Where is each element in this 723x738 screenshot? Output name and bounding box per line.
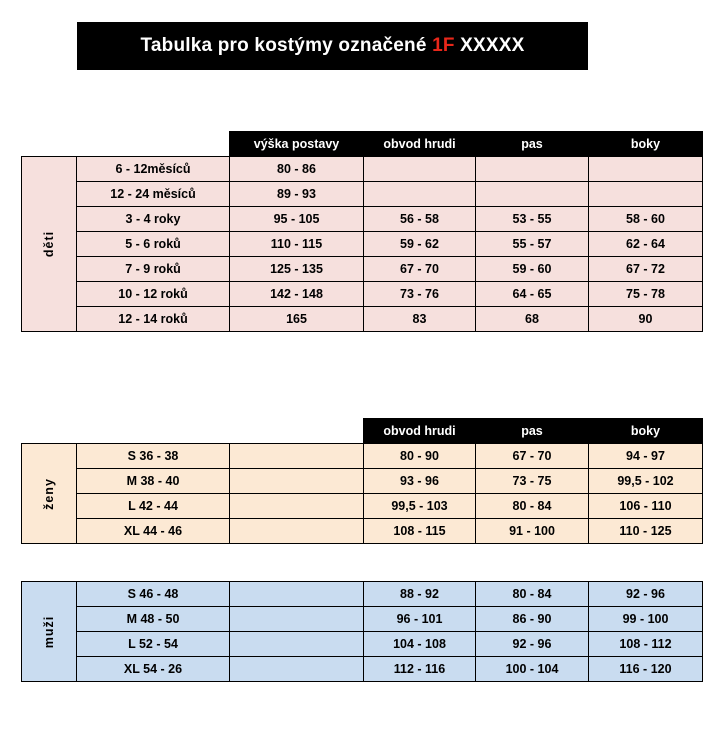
kids-cell-3-1: 59 - 62 [364, 232, 476, 257]
women-cell-2-0: 99,5 - 103 [364, 494, 476, 519]
kids-cell-5-3: 75 - 78 [589, 282, 703, 307]
men-row-label-2: L 52 - 54 [77, 632, 230, 657]
women-col-header-2: boky [589, 419, 703, 444]
table-row [22, 657, 703, 682]
women-row-label-2: L 42 - 44 [77, 494, 230, 519]
page-title-highlight: 1F [432, 35, 455, 56]
men-cell-0-1: 80 - 84 [476, 582, 589, 607]
women-row-label-3: XL 44 - 46 [77, 519, 230, 544]
table-row [22, 207, 703, 232]
men-cell-3-0: 112 - 116 [364, 657, 476, 682]
men-row-label-1: M 48 - 50 [77, 607, 230, 632]
men-cell-2-2: 108 - 112 [589, 632, 703, 657]
men-side-label: muži [22, 582, 77, 682]
table-row [22, 232, 703, 257]
men-cell-3-empty [230, 657, 364, 682]
men-cell-2-empty [230, 632, 364, 657]
men-cell-1-empty [230, 607, 364, 632]
women-cell-1-0: 93 - 96 [364, 469, 476, 494]
men-cell-0-2: 92 - 96 [589, 582, 703, 607]
women-cell-3-1: 91 - 100 [476, 519, 589, 544]
kids-row-label-1: 12 - 24 měsíců [77, 182, 230, 207]
kids-cell-0-0: 80 - 86 [230, 157, 364, 182]
kids-col-header-3: boky [589, 132, 703, 157]
women-side-label: ženy [22, 444, 77, 544]
kids-row-label-4: 7 - 9 roků [77, 257, 230, 282]
kids-row-label-6: 12 - 14 roků [77, 307, 230, 332]
kids-corner-cell [22, 132, 77, 157]
kids-header-row [22, 132, 703, 157]
kids-cell-3-3: 62 - 64 [589, 232, 703, 257]
kids-cell-4-0: 125 - 135 [230, 257, 364, 282]
kids-col-header-1: obvod hrudi [364, 132, 476, 157]
kids-cell-4-3: 67 - 72 [589, 257, 703, 282]
table-row [22, 632, 703, 657]
women-cell-2-2: 106 - 110 [589, 494, 703, 519]
table-row [22, 257, 703, 282]
women-cell-3-2: 110 - 125 [589, 519, 703, 544]
men-row-label-0: S 46 - 48 [77, 582, 230, 607]
page-title-suffix: XXXXX [454, 35, 525, 56]
women-cell-0-0: 80 - 90 [364, 444, 476, 469]
page-title-banner [77, 22, 588, 70]
kids-cell-2-1: 56 - 58 [364, 207, 476, 232]
kids-col-header-0: výška postavy [230, 132, 364, 157]
women-col-header-0: obvod hrudi [364, 419, 476, 444]
page-title-prefix: Tabulka pro kostýmy označené [140, 35, 433, 56]
women-cell-0-empty [230, 444, 364, 469]
kids-cell-1-1 [364, 182, 476, 207]
women-cell-1-2: 99,5 - 102 [589, 469, 703, 494]
kids-cell-6-3: 90 [589, 307, 703, 332]
kids-cell-0-2 [476, 157, 589, 182]
men-cell-2-1: 92 - 96 [476, 632, 589, 657]
table-row [22, 282, 703, 307]
table-row [22, 582, 703, 607]
men-cell-2-0: 104 - 108 [364, 632, 476, 657]
men-cell-3-1: 100 - 104 [476, 657, 589, 682]
kids-cell-3-0: 110 - 115 [230, 232, 364, 257]
table-row [22, 182, 703, 207]
kids-cell-1-0: 89 - 93 [230, 182, 364, 207]
kids-cell-4-2: 59 - 60 [476, 257, 589, 282]
kids-cell-6-1: 83 [364, 307, 476, 332]
kids-cell-2-2: 53 - 55 [476, 207, 589, 232]
kids-row-label-0: 6 - 12měsíců [77, 157, 230, 182]
men-cell-1-1: 86 - 90 [476, 607, 589, 632]
table-row [22, 519, 703, 544]
table-row [22, 469, 703, 494]
table-row [22, 444, 703, 469]
kids-cell-5-1: 73 - 76 [364, 282, 476, 307]
kids-row-label-2: 3 - 4 roky [77, 207, 230, 232]
women-row-label-1: M 38 - 40 [77, 469, 230, 494]
kids-size-table [21, 131, 703, 332]
men-cell-3-2: 116 - 120 [589, 657, 703, 682]
women-cell-3-0: 108 - 115 [364, 519, 476, 544]
women-corner-cell [22, 419, 77, 444]
kids-cell-2-0: 95 - 105 [230, 207, 364, 232]
table-row [22, 307, 703, 332]
men-cell-0-empty [230, 582, 364, 607]
kids-row-label-3: 5 - 6 roků [77, 232, 230, 257]
kids-cell-1-3 [589, 182, 703, 207]
women-cell-3-empty [230, 519, 364, 544]
women-cell-1-1: 73 - 75 [476, 469, 589, 494]
kids-cell-3-2: 55 - 57 [476, 232, 589, 257]
men-size-table [21, 581, 703, 682]
kids-row-label-5: 10 - 12 roků [77, 282, 230, 307]
kids-corner-cell-2 [77, 132, 230, 157]
women-cell-2-empty [230, 494, 364, 519]
men-row-label-3: XL 54 - 26 [77, 657, 230, 682]
women-cell-0-1: 67 - 70 [476, 444, 589, 469]
kids-cell-6-0: 165 [230, 307, 364, 332]
kids-cell-0-3 [589, 157, 703, 182]
kids-cell-2-3: 58 - 60 [589, 207, 703, 232]
women-col-header-1: pas [476, 419, 589, 444]
kids-cell-1-2 [476, 182, 589, 207]
table-row [22, 607, 703, 632]
kids-cell-4-1: 67 - 70 [364, 257, 476, 282]
women-cell-0-2: 94 - 97 [589, 444, 703, 469]
kids-cell-0-1 [364, 157, 476, 182]
kids-cell-5-2: 64 - 65 [476, 282, 589, 307]
table-row [22, 157, 703, 182]
women-header-row [22, 419, 703, 444]
men-cell-0-0: 88 - 92 [364, 582, 476, 607]
women-row-label-0: S 36 - 38 [77, 444, 230, 469]
kids-col-header-2: pas [476, 132, 589, 157]
women-cell-1-empty [230, 469, 364, 494]
page-title [140, 35, 524, 57]
kids-cell-6-2: 68 [476, 307, 589, 332]
women-corner-cell-2 [77, 419, 230, 444]
women-cell-2-1: 80 - 84 [476, 494, 589, 519]
women-size-table [21, 418, 703, 544]
women-corner-cell-3 [230, 419, 364, 444]
kids-cell-5-0: 142 - 148 [230, 282, 364, 307]
kids-side-label: děti [22, 157, 77, 332]
men-cell-1-0: 96 - 101 [364, 607, 476, 632]
men-cell-1-2: 99 - 100 [589, 607, 703, 632]
table-row [22, 494, 703, 519]
